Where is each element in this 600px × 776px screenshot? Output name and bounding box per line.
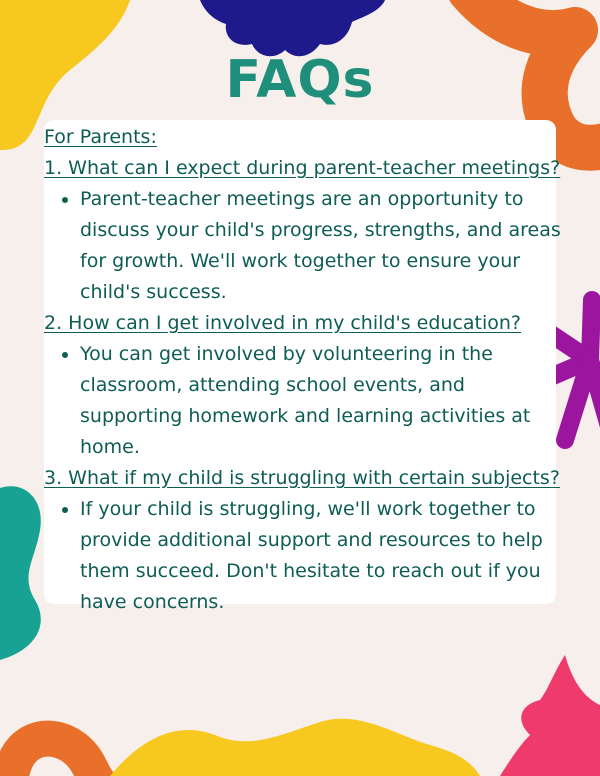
orange-curl-bottom-left	[10, 739, 110, 776]
yellow-wave-bottom	[110, 719, 480, 776]
faq-answer-3: • If your child is struggling, we'll work together to provide additional support and resources to help them succeed. Don't hesitate to reach out if you have concerns.	[80, 494, 564, 618]
teal-wave-left	[0, 486, 41, 660]
faq-question-1: 1. What can I expect during parent-teacher meetings?	[44, 157, 561, 179]
faq-answer-list-1	[44, 184, 564, 308]
page-title: FAQs	[225, 50, 375, 110]
faq-answer-1: • Parent-teacher meetings are an opportunity to discuss your child's progress, strengths, and areas for growth. We'll work together to ensure your child's success.	[80, 184, 564, 308]
faq-content	[44, 122, 564, 618]
faq-question-3: 3. What if my child is struggling with certain subjects?	[44, 467, 560, 489]
faq-answer-list-2	[44, 339, 564, 463]
faq-answer-list-3	[44, 494, 564, 618]
faq-answer-2: • You can get involved by volunteering in the classroom, attending school events, and supporting homework and learning activities at home.	[80, 339, 564, 463]
faq-question-2: 2. How can I get involved in my child's education?	[44, 312, 521, 334]
pink-star-bottom-right	[500, 655, 600, 776]
section-heading: For Parents:	[44, 126, 157, 148]
